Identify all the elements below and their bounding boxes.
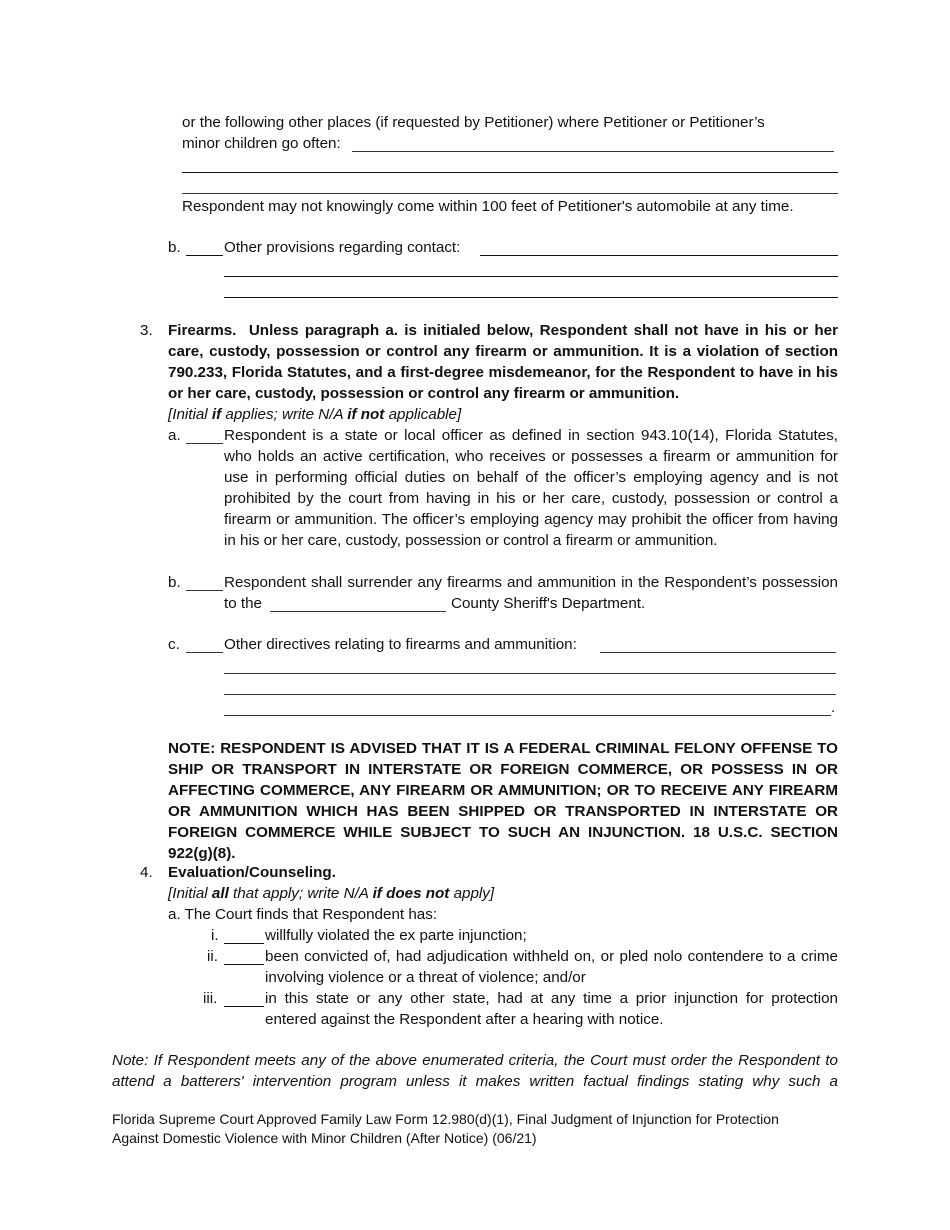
- county-blank[interactable]: [270, 611, 446, 612]
- criterion-i-number: i.: [211, 927, 219, 944]
- firearms-instruction: [Initial if applies; write N/A if not applicable]: [168, 406, 462, 423]
- places-blank-1[interactable]: [352, 151, 834, 152]
- other-directives-label: Other directives relating to firearms and ammunition:: [224, 636, 577, 653]
- item-3b-letter: b.: [168, 574, 181, 591]
- contact-blank-2[interactable]: [224, 276, 838, 277]
- item-2b-letter: b.: [168, 239, 181, 256]
- firearms-heading: Firearms.: [168, 322, 237, 339]
- other-provisions-label: Other provisions regarding contact:: [224, 239, 461, 256]
- item-3c-letter: c.: [168, 636, 180, 653]
- directives-blank-3[interactable]: [224, 694, 836, 695]
- criterion-i-text: willfully violated the ex parte injunction;: [265, 927, 527, 944]
- footer-form-line1: Florida Supreme Court Approved Family Law Form 12.980(d)(1), Final Judgment of Injunction for Protection: [112, 1111, 779, 1127]
- initial-blank-3b[interactable]: [186, 590, 223, 591]
- evaluation-instruction: [Initial all that apply; write N/A if does not apply]: [168, 885, 495, 902]
- criterion-ii-number: ii.: [207, 948, 218, 965]
- initial-blank-3a[interactable]: [186, 443, 223, 444]
- section-4-number: 4.: [140, 864, 153, 881]
- criterion-iii-number: iii.: [203, 990, 218, 1007]
- contact-blank-3[interactable]: [224, 297, 838, 298]
- directives-blank-4[interactable]: [224, 715, 831, 716]
- officer-exception-text: Respondent is a state or local officer as defined in section 943.10(14), Florida Statutes, who holds an active certification, who receives or possesses a firearm or ammunition for use in performing official duties on behalf of the officer’s employing agency and is not prohibited by the court from having in his or her care, custody, possession or control a firearm or ammunition. The officer’s employing agency may prohibit the officer from having in his or her care, custody, possession or control a firearm or ammunition.: [224, 427, 838, 549]
- sheriff-text-pre: to the: [224, 595, 262, 612]
- footer-form-line2: Against Domestic Violence with Minor Children (After Notice) (06/21): [112, 1130, 537, 1146]
- firearms-body: Unless paragraph a. is initialed below, Respondent shall not have in his or her care, custody, possession or control any firearm or ammunition. It is a violation of section 790.233, Florida Statutes, and a first-degree misdemeanor, for the Respondent to have in his or her care, custody, possession or control any firearm or ammunition.: [168, 322, 838, 402]
- surrender-text: Respondent shall surrender any firearms and ammunition in the Respondent’s possession: [224, 574, 838, 591]
- places-text-line2: minor children go often:: [182, 135, 341, 152]
- contact-blank-1[interactable]: [480, 255, 838, 256]
- court-finds-text: a. The Court finds that Respondent has:: [168, 906, 438, 923]
- criterion-ii-text: been convicted of, had adjudication withheld on, or pled nolo contendere to a crime involving violence or a threat of violence; and/or: [265, 948, 838, 986]
- places-blank-2[interactable]: [182, 172, 838, 173]
- places-text-line1: or the following other places (if requested by Petitioner) where Petitioner or Petitioner’s: [182, 114, 765, 131]
- section-3-number: 3.: [140, 322, 153, 339]
- initial-blank-2b[interactable]: [186, 255, 223, 256]
- directives-blank-2[interactable]: [224, 673, 836, 674]
- batterers-program-note: Note: If Respondent meets any of the above enumerated criteria, the Court must order the Respondent to attend a batterers' intervention program unless it makes written factual findings stating why such a: [112, 1052, 838, 1090]
- item-3a-letter: a.: [168, 427, 181, 444]
- federal-offense-note: NOTE: RESPONDENT IS ADVISED THAT IT IS A FEDERAL CRIMINAL FELONY OFFENSE TO SHIP OR TRANSPORT IN INTERSTATE OR FOREIGN COMMERCE, OR POSSESS IN OR AFFECTING COMMERCE, ANY FIREARM OR AMMUNITION; OR TO RECEIVE ANY FIREARM OR AMMUNITION WHICH HAS BEEN SHIPPED OR TRANSPORTED IN INTERSTATE OR FOREIGN COMMERCE WHILE SUBJECT TO SUCH AN INJUNCTION. 18 U.S.C. SECTION 922(g)(8).: [168, 740, 838, 862]
- initial-blank-3c[interactable]: [186, 652, 223, 653]
- directives-blank-1[interactable]: [600, 652, 836, 653]
- automobile-provision: Respondent may not knowingly come within 100 feet of Petitioner's automobile at any time.: [182, 198, 794, 215]
- sheriff-text-post: County Sheriff's Department.: [451, 595, 646, 612]
- criterion-iii-text: in this state or any other state, had at any time a prior injunction for protection entered against the Respondent after a hearing with notice.: [265, 990, 838, 1028]
- directives-period: .: [831, 699, 836, 716]
- initial-blank-4aiii[interactable]: [224, 1006, 264, 1007]
- initial-blank-4aii[interactable]: [224, 964, 264, 965]
- firearms-paragraph: [168, 320, 838, 404]
- initial-blank-4ai[interactable]: [224, 943, 264, 944]
- places-blank-3[interactable]: [182, 193, 838, 194]
- evaluation-heading: Evaluation/Counseling.: [168, 864, 336, 881]
